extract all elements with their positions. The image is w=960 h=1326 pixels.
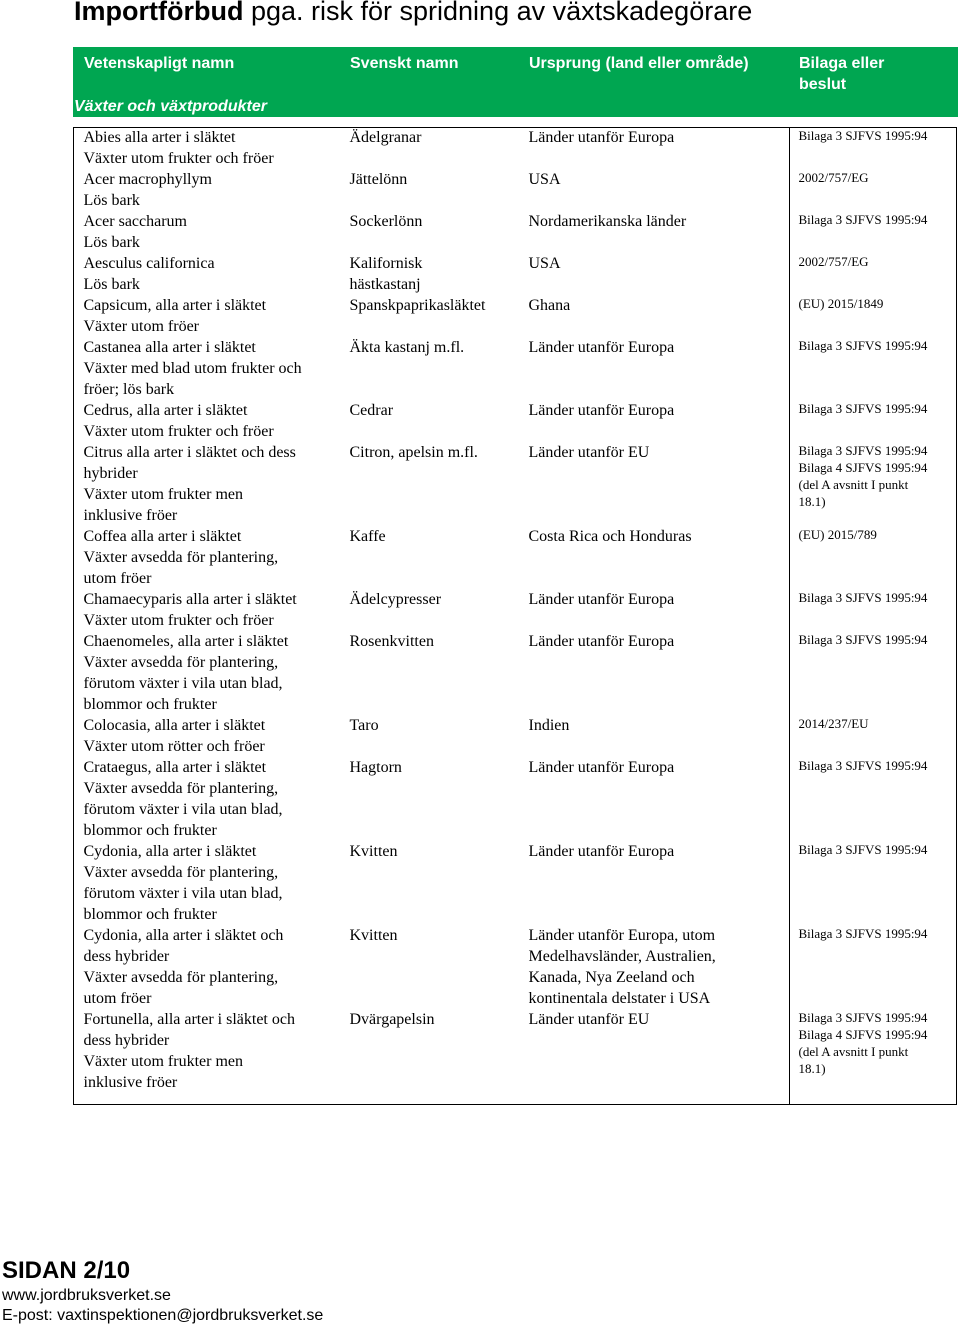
origin-line: Länder utanför Europa (528, 759, 675, 776)
origin-line: USA (528, 255, 561, 272)
scientific-name-line: förutom växter i vila utan blad, (83, 675, 283, 692)
annex-line: Bilaga 3 SJFVS 1995:94 (798, 1010, 928, 1025)
scientific-name-line: Citrus alla arter i släktet och dess (83, 444, 296, 461)
swedish-name-line: Kalifornisk (349, 255, 423, 272)
annex-line: Bilaga 3 SJFVS 1995:94 (798, 443, 928, 458)
scientific-name-line: Växter avsedda för plantering, (83, 969, 279, 986)
scientific-name-line: Växter utom frukter och fröer (83, 150, 274, 167)
page-number: SIDAN 2/10 (2, 1257, 131, 1284)
annex-line: 2002/757/EG (798, 170, 869, 185)
scientific-name-cell (74, 589, 344, 631)
title-rest: pga. risk för spridning av växtskadegörare (243, 0, 753, 26)
origin-line: Länder utanför Europa (528, 633, 675, 650)
scientific-name-line: inklusive fröer (83, 1074, 178, 1091)
swedish-name-line: Cedrar (349, 402, 394, 419)
origin-cell (523, 117, 791, 169)
scientific-name-line: Växter avsedda för plantering, (83, 780, 279, 797)
origin-line: Länder utanför Europa (528, 591, 675, 608)
header-swedish-name: Svenskt namn (344, 48, 523, 96)
scientific-name-line: blommor och frukter (83, 906, 217, 923)
scientific-name-line: hybrider (83, 465, 138, 482)
swedish-name-line: Citron, apelsin m.fl. (349, 444, 478, 461)
scientific-name-line: Chaenomeles, alla arter i släktet (83, 633, 289, 650)
scientific-name-line: Crataegus, alla arter i släktet (83, 759, 267, 776)
origin-cell (523, 925, 791, 1009)
origin-line: Länder utanför Europa (528, 843, 675, 860)
table-row (74, 211, 958, 253)
swedish-name-cell (344, 169, 523, 211)
origin-line: Länder utanför Europa (528, 129, 675, 146)
table-row (74, 337, 958, 400)
table-row (74, 253, 958, 295)
table-row (74, 1009, 958, 1093)
origin-cell (523, 631, 791, 715)
annex-cell (791, 526, 958, 589)
import-ban-table (73, 47, 958, 1093)
annex-cell (791, 631, 958, 715)
page-title (74, 0, 752, 27)
scientific-name-cell (74, 442, 344, 526)
annex-line: Bilaga 4 SJFVS 1995:94 (798, 460, 928, 475)
annex-line: Bilaga 3 SJFVS 1995:94 (798, 758, 928, 773)
swedish-name-cell (344, 253, 523, 295)
origin-line: USA (528, 171, 561, 188)
annex-cell (791, 211, 958, 253)
swedish-name-line: Ädelcypresser (349, 591, 442, 608)
swedish-name-line: Dvärgapelsin (349, 1011, 435, 1028)
annex-line: Bilaga 3 SJFVS 1995:94 (798, 842, 928, 857)
swedish-name-line: Rosenkvitten (349, 633, 434, 650)
scientific-name-line: Växter avsedda för plantering, (83, 549, 279, 566)
swedish-name-line: Jättelönn (349, 171, 408, 188)
table-row (74, 295, 958, 337)
scientific-name-line: Växter utom frukter och fröer (83, 612, 274, 629)
scientific-name-cell (74, 337, 344, 400)
scientific-name-cell (74, 631, 344, 715)
origin-line: Medelhavsländer, Australien, (528, 948, 716, 965)
scientific-name-cell (74, 757, 344, 841)
origin-cell (523, 211, 791, 253)
annex-line: Bilaga 3 SJFVS 1995:94 (798, 128, 928, 143)
page-footer (2, 1256, 323, 1326)
scientific-name-line: förutom växter i vila utan blad, (83, 801, 283, 818)
origin-line: Länder utanför EU (528, 444, 650, 461)
table-row (74, 925, 958, 1009)
scientific-name-cell (74, 253, 344, 295)
table-row (74, 631, 958, 715)
scientific-name-line: Växter avsedda för plantering, (83, 864, 279, 881)
scientific-name-line: Lös bark (83, 192, 140, 209)
scientific-name-line: fröer; lös bark (83, 381, 175, 398)
scientific-name-line: Växter utom fröer (83, 318, 200, 335)
swedish-name-line: Kvitten (349, 843, 398, 860)
origin-cell (523, 757, 791, 841)
scientific-name-line: Växter med blad utom frukter och (83, 360, 302, 377)
annex-cell (791, 841, 958, 925)
table-subheader-row (74, 96, 958, 118)
swedish-name-cell (344, 400, 523, 442)
scientific-name-line: blommor och frukter (83, 696, 217, 713)
swedish-name-line: Sockerlönn (349, 213, 423, 230)
origin-line: Ghana (528, 297, 571, 314)
table-row (74, 400, 958, 442)
origin-cell (523, 400, 791, 442)
annex-cell (791, 337, 958, 400)
annex-line: (del A avsnitt I punkt (798, 1044, 909, 1059)
scientific-name-line: Lös bark (83, 276, 140, 293)
swedish-name-line: hästkastanj (349, 276, 421, 293)
swedish-name-cell (344, 631, 523, 715)
scientific-name-line: Colocasia, alla arter i släktet (83, 717, 266, 734)
title-bold: Importförbud (74, 0, 244, 26)
scientific-name-line: Chamaecyparis alla arter i släktet (83, 591, 297, 608)
scientific-name-cell (74, 715, 344, 757)
table-row (74, 757, 958, 841)
annex-line: (del A avsnitt I punkt (798, 477, 909, 492)
swedish-name-cell (344, 925, 523, 1009)
swedish-name-cell (344, 715, 523, 757)
scientific-name-cell (74, 211, 344, 253)
header-annex-line2: beslut (799, 76, 847, 93)
scientific-name-line: Aesculus californica (83, 255, 215, 272)
scientific-name-line: inklusive fröer (83, 507, 178, 524)
scientific-name-line: Växter utom frukter men (83, 1053, 243, 1070)
table-row (74, 117, 958, 169)
origin-line: Länder utanför EU (528, 1011, 650, 1028)
annex-cell (791, 925, 958, 1009)
table-row (74, 442, 958, 526)
swedish-name-line: Hagtorn (349, 759, 402, 776)
scientific-name-cell (74, 526, 344, 589)
scientific-name-cell (74, 117, 344, 169)
header-annex-decision (791, 48, 958, 96)
table-row (74, 715, 958, 757)
annex-line: 2002/757/EG (798, 254, 869, 269)
scientific-name-cell (74, 925, 344, 1009)
scientific-name-cell (74, 841, 344, 925)
swedish-name-cell (344, 337, 523, 400)
scientific-name-line: Lös bark (83, 234, 140, 251)
annex-line: Bilaga 3 SJFVS 1995:94 (798, 338, 928, 353)
scientific-name-cell (74, 1009, 344, 1093)
scientific-name-line: utom fröer (83, 570, 152, 587)
scientific-name-line: Växter utom frukter och fröer (83, 423, 274, 440)
subheader-plants-products: Växter och växtprodukter (74, 96, 958, 118)
scientific-name-line: Växter utom frukter men (83, 486, 243, 503)
scientific-name-line: utom fröer (83, 990, 152, 1007)
table-header-row (74, 48, 958, 96)
annex-cell (791, 442, 958, 526)
scientific-name-line: Cydonia, alla arter i släktet och (83, 927, 284, 944)
swedish-name-cell (344, 117, 523, 169)
origin-cell (523, 295, 791, 337)
annex-cell (791, 169, 958, 211)
origin-cell (523, 589, 791, 631)
annex-line: Bilaga 3 SJFVS 1995:94 (798, 212, 928, 227)
origin-cell (523, 715, 791, 757)
annex-cell (791, 589, 958, 631)
scientific-name-line: dess hybrider (83, 948, 170, 965)
annex-cell (791, 757, 958, 841)
annex-cell (791, 117, 958, 169)
annex-line: Bilaga 4 SJFVS 1995:94 (798, 1027, 928, 1042)
header-scientific-name: Vetenskapligt namn (74, 48, 344, 96)
annex-cell (791, 295, 958, 337)
scientific-name-line: Castanea alla arter i släktet (83, 339, 256, 356)
origin-line: Kanada, Nya Zeeland och (528, 969, 695, 986)
table-body (74, 117, 958, 1093)
table-row (74, 589, 958, 631)
swedish-name-cell (344, 295, 523, 337)
scientific-name-line: blommor och frukter (83, 822, 217, 839)
origin-line: Costa Rica och Honduras (528, 528, 692, 545)
swedish-name-line: Spanskpaprikasläktet (349, 297, 486, 314)
annex-line: Bilaga 3 SJFVS 1995:94 (798, 590, 928, 605)
swedish-name-cell (344, 211, 523, 253)
swedish-name-cell (344, 1009, 523, 1093)
origin-line: Länder utanför Europa (528, 402, 675, 419)
column-divider (789, 127, 790, 1105)
scientific-name-line: Cedrus, alla arter i släktet (83, 402, 248, 419)
origin-cell (523, 253, 791, 295)
scientific-name-cell (74, 169, 344, 211)
table-row (74, 841, 958, 925)
annex-cell (791, 715, 958, 757)
annex-line: 18.1) (798, 1061, 826, 1076)
scientific-name-cell (74, 400, 344, 442)
swedish-name-cell (344, 841, 523, 925)
scientific-name-line: Coffea alla arter i släktet (83, 528, 242, 545)
swedish-name-line: Ädelgranar (349, 129, 422, 146)
origin-cell (523, 841, 791, 925)
scientific-name-line: Capsicum, alla arter i släktet (83, 297, 267, 314)
swedish-name-cell (344, 757, 523, 841)
annex-line: (EU) 2015/1849 (798, 296, 884, 311)
scientific-name-line: Fortunella, alla arter i släktet och (83, 1011, 295, 1028)
origin-line: Länder utanför Europa, utom (528, 927, 716, 944)
swedish-name-line: Äkta kastanj m.fl. (349, 339, 465, 356)
scientific-name-line: Växter avsedda för plantering, (83, 654, 279, 671)
annex-line: 18.1) (798, 494, 826, 509)
swedish-name-line: Kvitten (349, 927, 398, 944)
annex-line: Bilaga 3 SJFVS 1995:94 (798, 926, 928, 941)
footer-website: www.jordbruksverket.se (2, 1287, 171, 1304)
header-origin: Ursprung (land eller område) (523, 48, 791, 96)
swedish-name-cell (344, 442, 523, 526)
annex-line: (EU) 2015/789 (798, 527, 877, 542)
scientific-name-line: Växter utom rötter och fröer (83, 738, 265, 755)
table-row (74, 169, 958, 211)
table-row (74, 526, 958, 589)
annex-cell (791, 253, 958, 295)
origin-line: Nordamerikanska länder (528, 213, 687, 230)
swedish-name-line: Kaffe (349, 528, 386, 545)
swedish-name-line: Taro (349, 717, 379, 734)
annex-cell (791, 400, 958, 442)
origin-cell (523, 442, 791, 526)
annex-line: 2014/237/EU (798, 716, 869, 731)
annex-cell (791, 1009, 958, 1093)
scientific-name-line: förutom växter i vila utan blad, (83, 885, 283, 902)
annex-line: Bilaga 3 SJFVS 1995:94 (798, 401, 928, 416)
swedish-name-cell (344, 589, 523, 631)
origin-cell (523, 337, 791, 400)
scientific-name-line: Acer macrophyllym (83, 171, 212, 188)
footer-email: E-post: vaxtinspektionen@jordbruksverket.se (2, 1307, 324, 1324)
scientific-name-line: dess hybrider (83, 1032, 170, 1049)
scientific-name-line: Cydonia, alla arter i släktet (83, 843, 257, 860)
origin-cell (523, 169, 791, 211)
origin-cell (523, 526, 791, 589)
header-annex-line1: Bilaga eller (799, 55, 885, 72)
swedish-name-cell (344, 526, 523, 589)
scientific-name-cell (74, 295, 344, 337)
origin-line: Länder utanför Europa (528, 339, 675, 356)
annex-line: Bilaga 3 SJFVS 1995:94 (798, 632, 928, 647)
scientific-name-line: Acer saccharum (83, 213, 187, 230)
origin-cell (523, 1009, 791, 1093)
scientific-name-line: Abies alla arter i släktet (83, 129, 236, 146)
origin-line: kontinentala delstater i USA (528, 990, 711, 1007)
origin-line: Indien (528, 717, 570, 734)
